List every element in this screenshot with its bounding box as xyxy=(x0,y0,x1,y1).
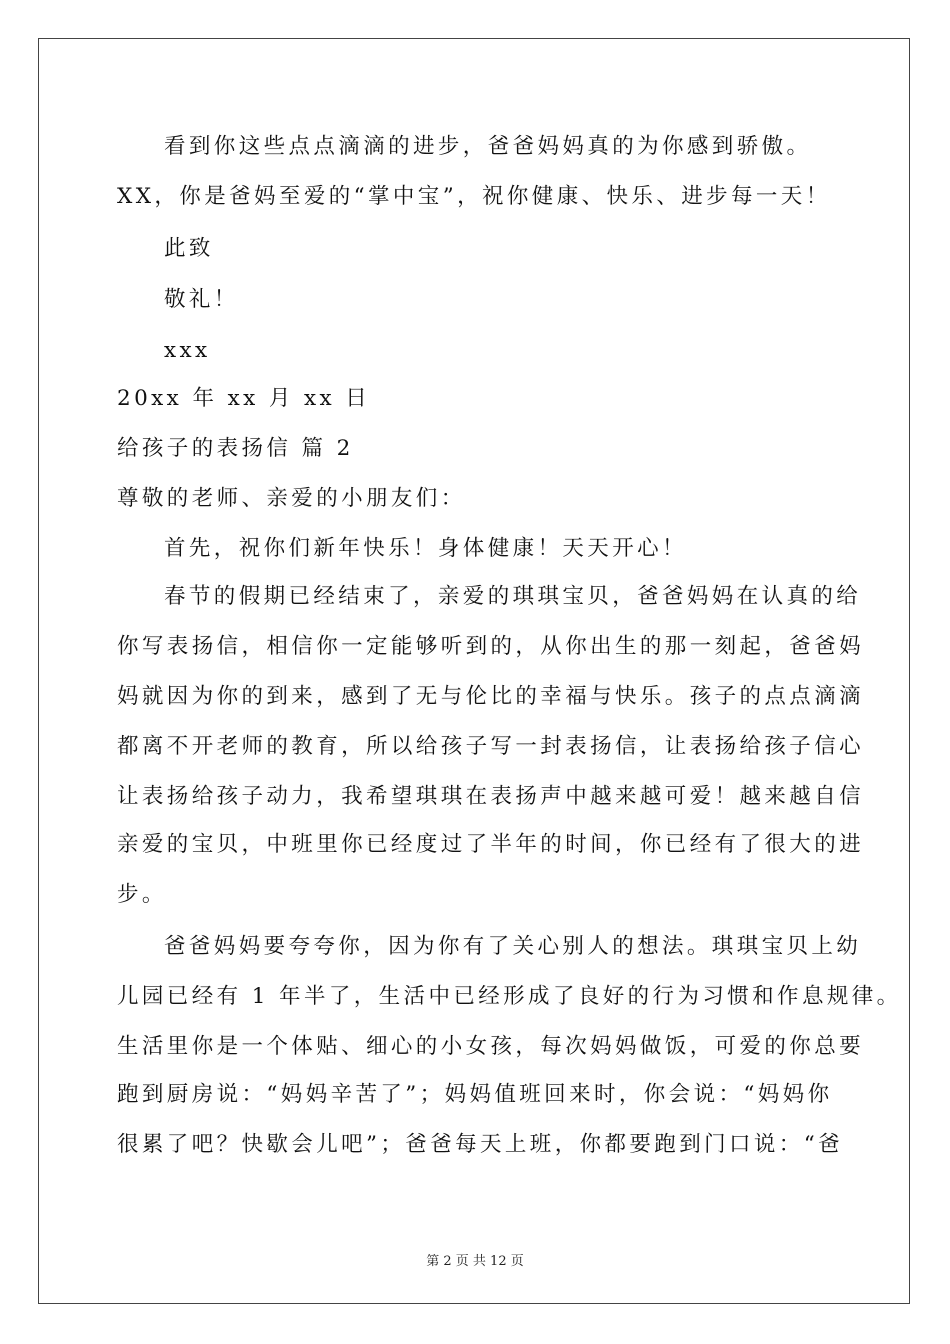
text-line: 生活里你是一个体贴、细心的小女孩，每次妈妈做饭，可爱的你总要 xyxy=(117,1034,865,1059)
section-title: 给孩子的表扬信 篇 2 xyxy=(117,436,354,461)
text-line: 看到你这些点点滴滴的进步，爸爸妈妈真的为你感到骄傲。 xyxy=(164,134,812,159)
page-frame xyxy=(38,38,910,1304)
text-line: 你写表扬信，相信你一定能够听到的，从你出生的那一刻起，爸爸妈 xyxy=(117,634,865,659)
text-line: 敬礼！ xyxy=(164,287,239,312)
text-line: 很累了吧？快歇会儿吧”；爸爸每天上班，你都要跑到门口说：“爸 xyxy=(117,1132,843,1157)
text-line: 爸爸妈妈要夸夸你，因为你有了关心别人的想法。琪琪宝贝上幼 xyxy=(164,934,862,959)
text-line: 都离不开老师的教育，所以给孩子写一封表扬信，让表扬给孩子信心 xyxy=(117,734,865,759)
text-line: 首先，祝你们新年快乐！身体健康！天天开心！ xyxy=(164,536,687,561)
text-line: 儿园已经有 1 年半了，生活中已经形成了良好的行为习惯和作息规律。 xyxy=(117,984,902,1009)
text-line: 跑到厨房说：“妈妈辛苦了”；妈妈值班回来时，你会说：“妈妈你 xyxy=(117,1082,833,1107)
text-line: 步。 xyxy=(117,882,167,907)
text-line: 让表扬给孩子动力，我希望琪琪在表扬声中越来越可爱！越来越自信 xyxy=(117,784,865,809)
page-footer: 第 2 页 共 12 页 xyxy=(426,1254,524,1269)
salutation: 尊敬的老师、亲爱的小朋友们： xyxy=(117,486,466,511)
date-line: 20xx 年 xx 月 xx 日 xyxy=(117,386,371,411)
text-line: XX，你是爸妈至爱的“掌中宝”，祝你健康、快乐、进步每一天！ xyxy=(117,184,831,209)
text-line: 妈就因为你的到来，感到了无与伦比的幸福与快乐。孩子的点点滴滴 xyxy=(117,684,865,709)
text-line: 春节的假期已经结束了，亲爱的琪琪宝贝，爸爸妈妈在认真的给 xyxy=(164,584,862,609)
text-line: xxx xyxy=(164,338,211,363)
text-line: 亲爱的宝贝，中班里你已经度过了半年的时间，你已经有了很大的进 xyxy=(117,832,865,857)
text-line: 此致 xyxy=(164,236,214,261)
